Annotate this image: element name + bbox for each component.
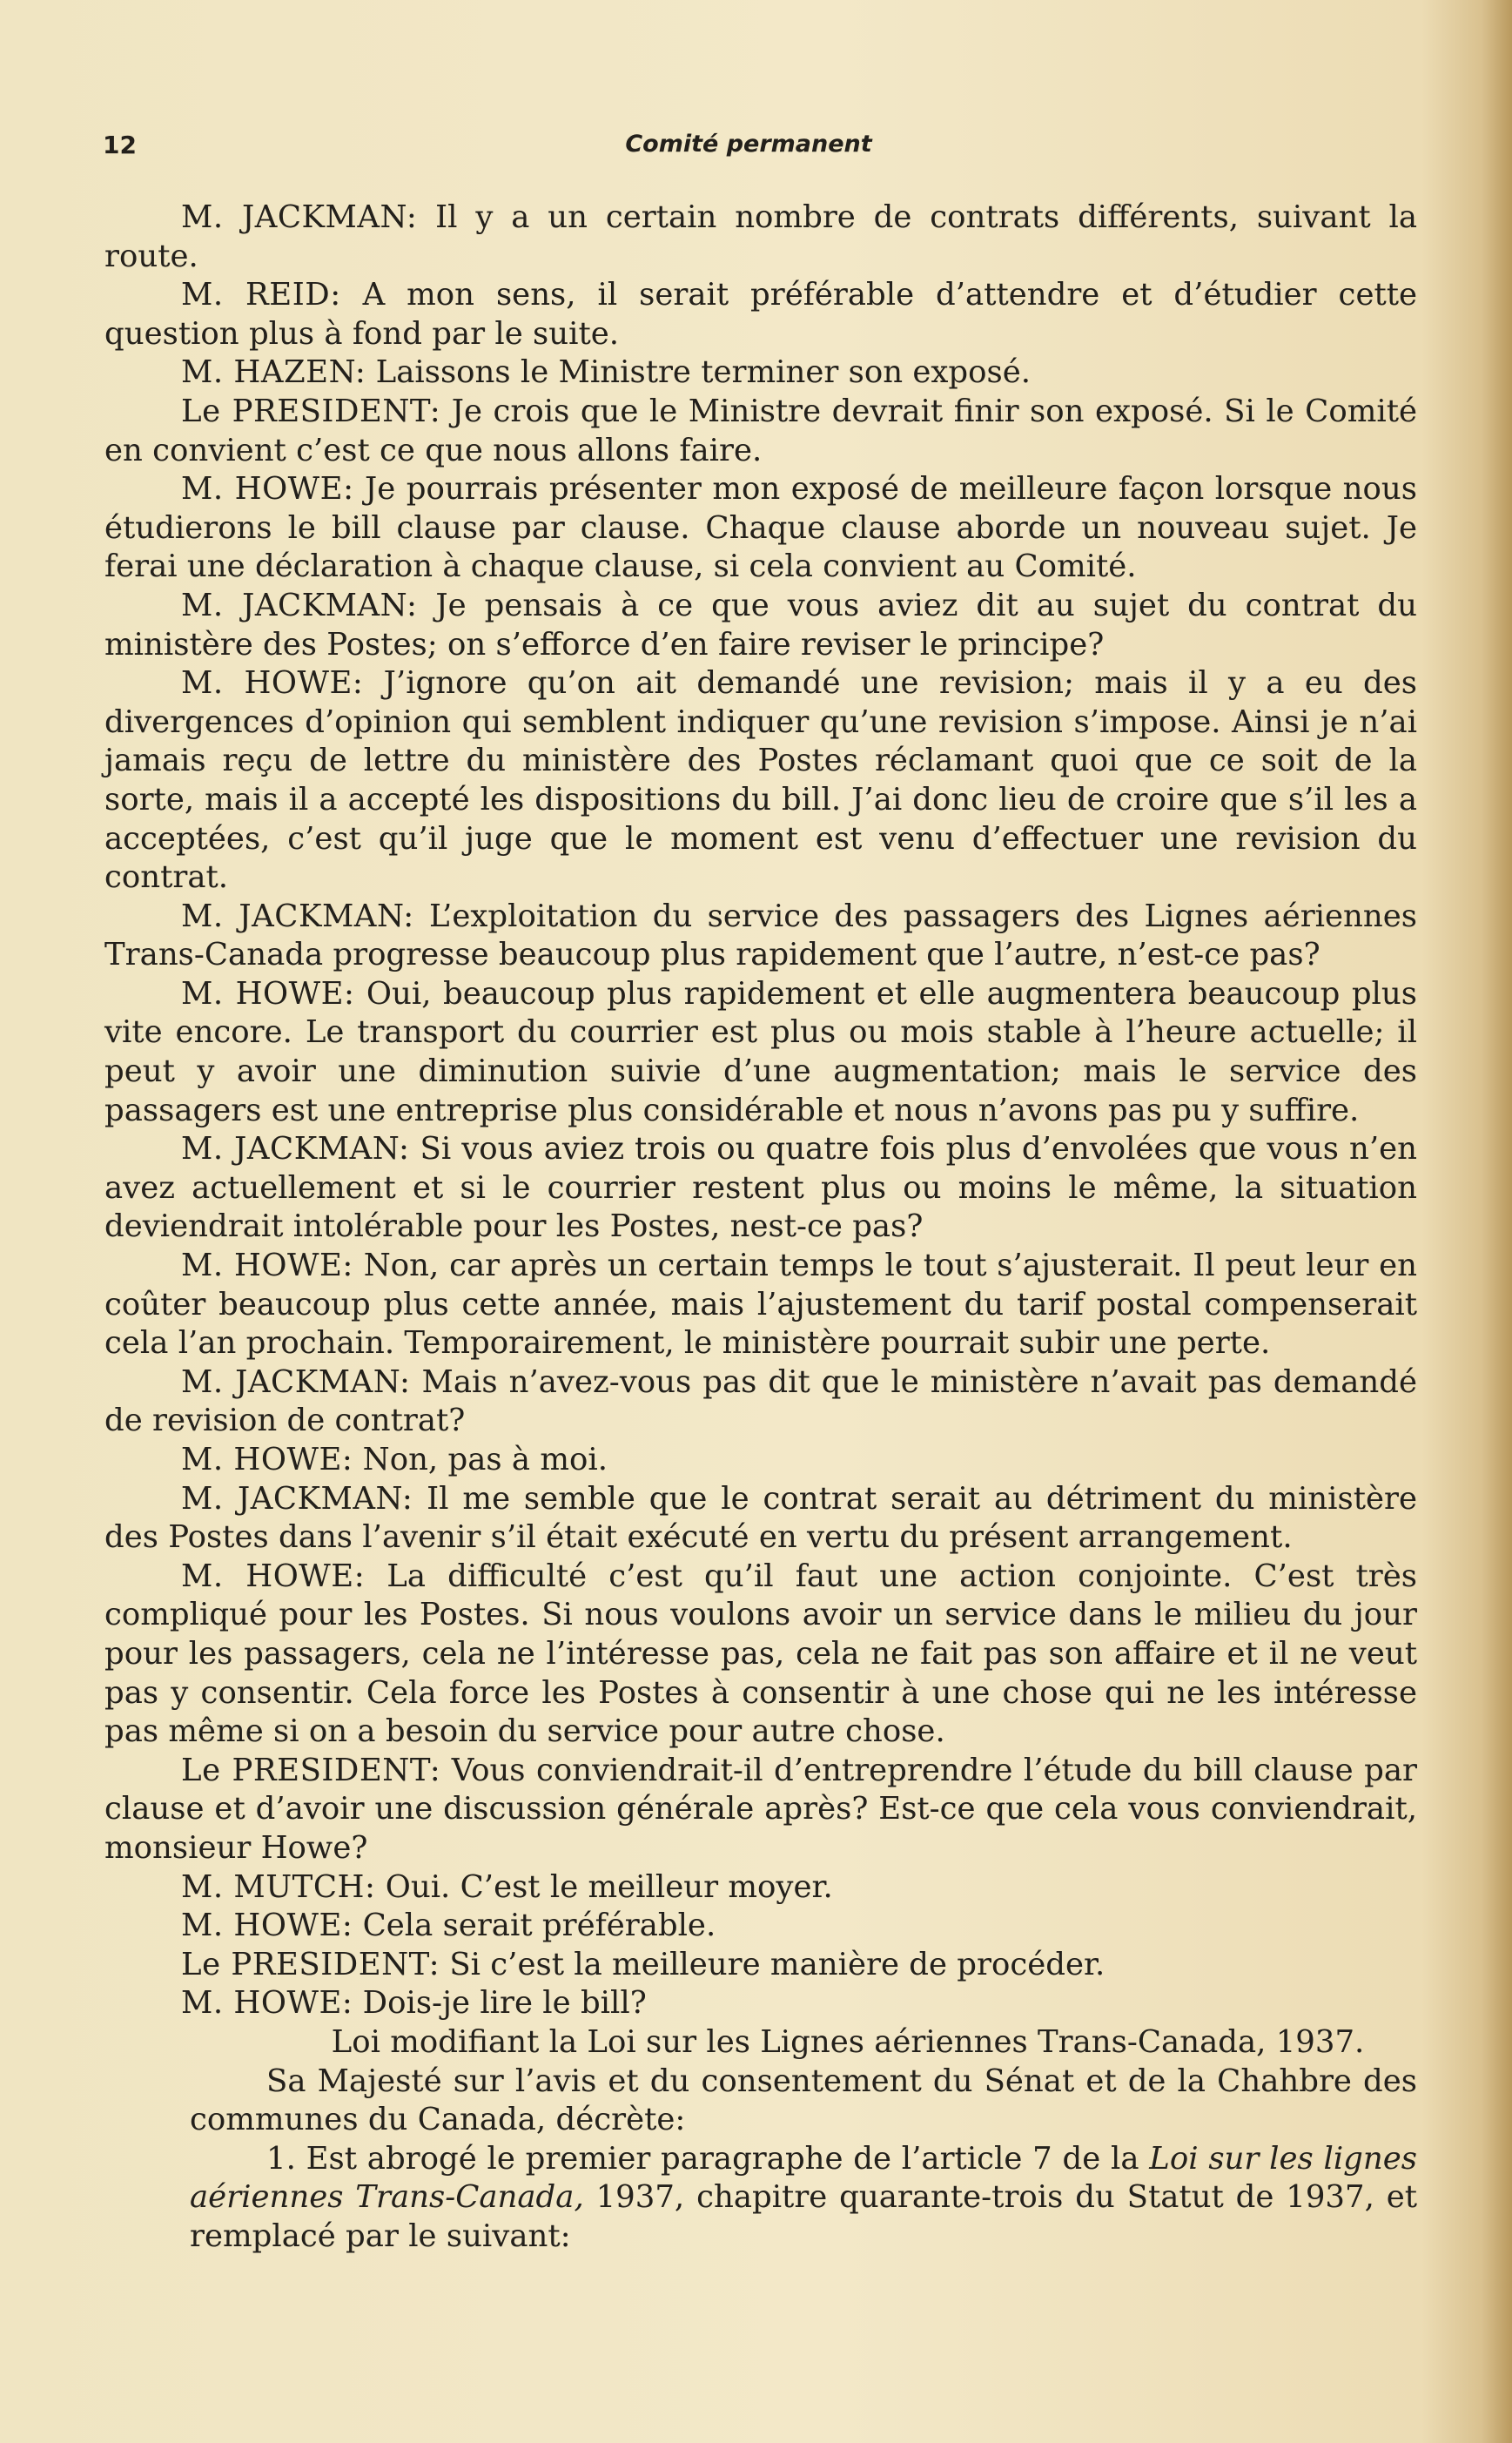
dialogue-paragraph [104,1907,1417,1946]
speech-text: Oui. C’est le meilleur moyer. [375,1868,833,1905]
page-header [103,131,1394,165]
dialogue-paragraph [104,587,1417,664]
dialogue-paragraph [104,1130,1417,1247]
speaker-name: M. JACKMAN: [181,587,418,623]
speech-text: A mon sens, il serait préférable d’attendre et d’étudier cette question plus à fond par le suite. [104,277,1417,352]
transcript-body [104,199,1417,2256]
speaker-name: M. HAZEN: [181,354,366,391]
speaker-name: M. JACKMAN: [181,199,418,235]
speech-text: Dois-je lire le bill? [353,1985,647,2022]
dialogue-list [104,199,1417,2023]
speech-text: Cela serait préférable. [353,1908,716,1944]
speaker-name: M. JACKMAN: [181,1131,410,1168]
dialogue-paragraph [104,898,1417,975]
dialogue-paragraph [104,975,1417,1130]
speaker-name: M. JACKMAN: [181,898,414,934]
speaker-name: Le PRESIDENT: [181,393,441,429]
speech-text: Mais n’avez-vous pas dit que le ministère n’avait pas demandé de revision de contrat? [104,1363,1417,1439]
dialogue-paragraph [104,276,1417,353]
dialogue-paragraph [104,393,1417,470]
speaker-name: M. HOWE: [181,1908,353,1944]
speech-text: Je pensais à ce que vous aviez dit au sujet du contrat du ministère des Postes; on s’efforce d’en faire reviser le principe? [104,587,1417,663]
speaker-name: M. JACKMAN: [181,1363,411,1400]
speaker-name: M. MUTCH: [181,1868,376,1905]
speech-text: Si vous aviez trois ou quatre fois plus d’envolées que vous n’en avez actuellement et si le courrier restent plus ou moins le même, la situation deviendrait intolérable pour les Postes, nest-ce pas? [104,1131,1417,1245]
dialogue-paragraph [104,470,1417,587]
dialogue-paragraph [104,1480,1417,1558]
speaker-name: M. HOWE: [181,1248,353,1284]
page-number: 12 [103,131,137,159]
dialogue-paragraph [104,1247,1417,1363]
bill-clause-1 [104,2140,1417,2257]
dialogue-paragraph [104,1441,1417,1480]
speech-text: Je crois que le Ministre devrait finir son exposé. Si le Comité en convient c’est ce que nous allons faire. [104,393,1418,468]
bill-enacting-clause: Sa Majesté sur l’avis et du consentement du Sénat et de la Chahbre des communes du Canada, décrète: [190,2063,1417,2138]
speech-text: Non, pas à moi. [353,1442,608,1477]
bill-title: Loi modifiant la Loi sur les Lignes aériennes Trans-Canada, 1937. [331,2023,1365,2060]
speech-text: Non, car après un certain temps le tout s’ajusterait. Il peut leur en coûter beaucoup plus cette année, mais l’ajustement du tarif postal compenserait cela l’an prochain. Temporairement, le ministère pourrait subir une perte. [104,1248,1417,1362]
speech-text: Je pourrais présenter mon exposé de meilleure façon lorsque nous étudierons le bill clause par clause. Chaque clause aborde un nouveau sujet. Je ferai une déclaration à chaque clause, si cela convient au Comité. [104,471,1417,585]
speech-text: J’ignore qu’on ait demandé une revision; mais il y a eu des divergences d’opinion qui semblent indiquer qu’une revision s’impose. Ainsi je n’ai jamais reçu de lettre du ministère des Postes réclamant quoi que ce soit de la sorte, mais il a accepté les dispositions du bill. J’ai donc lieu de croire que s’il les a acceptées, c’est qu’il juge que le moment est venu d’effectuer une revision du contrat. [104,665,1417,896]
clause-1-act-name: Loi sur les lignes aériennes Trans-Canada, [190,2140,1417,2216]
dialogue-paragraph [104,199,1417,276]
speaker-name: M. JACKMAN: [181,1480,413,1517]
speaker-name: M. HOWE: [181,1442,353,1477]
speaker-name: M. HOWE: [181,665,364,702]
speech-text: Oui, beaucoup plus rapidement et elle augmentera beaucoup plus vite encore. Le transport du courrier est plus ou mois stable à l’heure actuelle; il peut y avoir une diminution suivie d’une augmentation; mais le service des passagers est une entreprise plus considérable et nous n’avons pas pu y suffire. [104,975,1417,1128]
speech-text: Laissons le Ministre terminer son exposé. [366,354,1031,391]
speech-text: Il y a un certain nombre de contrats différents, suivant la route. [104,199,1417,274]
speaker-name: M. HOWE: [181,1558,366,1594]
speaker-name: M. REID: [181,277,341,313]
speaker-name: Le PRESIDENT: [181,1752,441,1788]
dialogue-paragraph [104,1752,1417,1868]
dialogue-paragraph [104,1558,1417,1752]
speaker-name: M. HOWE: [181,975,355,1012]
speech-text: La difficulté c’est qu’il faut une action conjointe. C’est très compliqué pour les Postes. Si nous voulons avoir un service dans le milieu du jour pour les passagers, cela ne l’intéresse pas, cela ne fait pas son affaire et il ne veut pas y consentir. Cela force les Postes à consentir à une chose qui ne les intéresse pas même si on a besoin du service pour autre chose. [104,1558,1417,1750]
dialogue-paragraph [104,1946,1417,1985]
speaker-name: M. HOWE: [181,1985,353,2022]
clause-1-start: 1. Est abrogé le premier paragraphe de l’article 7 de la [266,2140,1150,2177]
dialogue-paragraph [104,1363,1417,1441]
dialogue-paragraph [104,664,1417,898]
speaker-name: Le PRESIDENT: [181,1946,440,1982]
dialogue-paragraph [104,353,1417,393]
speech-text: Il me semble que le contrat serait au détriment du ministère des Postes dans l’avenir s’il était exécuté en vertu du présent arrangement. [104,1480,1417,1556]
dialogue-paragraph [104,1868,1417,1908]
speaker-name: M. HOWE: [181,471,354,508]
dialogue-paragraph [104,1984,1417,2023]
running-title: Comité permanent [625,131,872,158]
clause-1-end: 1937, chapitre quarante-trois du Statut de 1937, et remplacé par le suivant: [190,2179,1417,2254]
speech-text: Si c’est la meilleure manière de procéder. [440,1946,1105,1982]
speech-text: Vous conviendrait-il d’entreprendre l’étude du bill clause par clause et d’avoir une discussion générale après? Est-ce que cela vous conviendrait, monsieur Howe? [104,1752,1417,1866]
speech-text: L’exploitation du service des passagers des Lignes aériennes Trans-Canada progresse beaucoup plus rapidement que l’autre, n’est-ce pas? [104,898,1417,973]
